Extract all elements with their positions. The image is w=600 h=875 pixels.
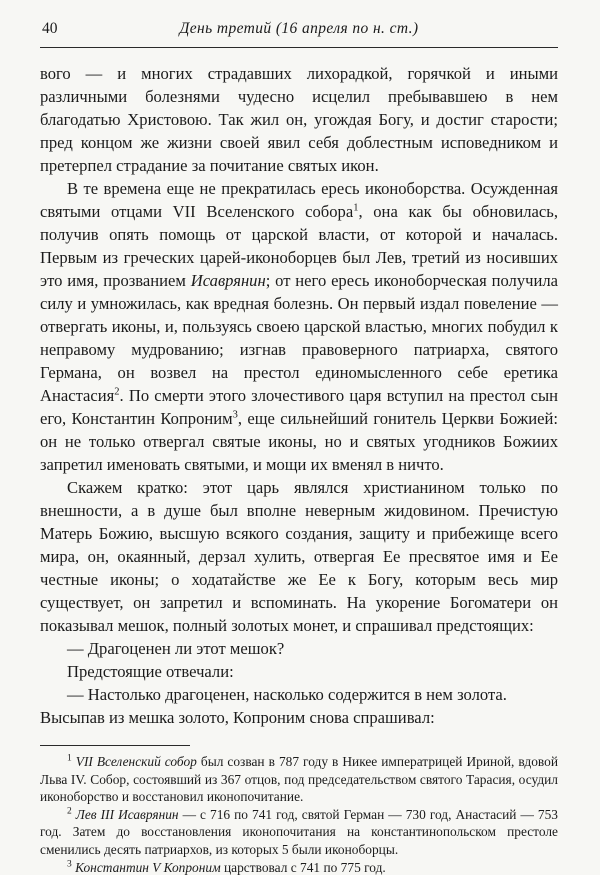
paragraph-dialogue-intro	[40, 660, 558, 683]
text-run: . По смерти этого злочестивого царя вступил на престол сын его, Константин Копроним	[40, 386, 558, 428]
footnote-term: VII Вселенский собор	[75, 754, 197, 769]
text-run: Скажем кратко: этот царь являлся христианином только по внешности, а в душе был вполне неверным жидовином. Пречистую Матерь Божию, высшую всякого создания, защиту и прибежище всего мира, он, окаянный, дерзал хулить, отвергая Ее пресвятое имя и Ее честные иконы; о ходатайстве же Ее к Богу, которым весь мир существует, он запретил и вспоминать. На укорение Богоматери он показывал мешок, полный золотых монет, и спрашивал предстоящих:	[40, 478, 558, 635]
text-run: вого — и многих страдавших лихорадкой, горячкой и иными различными болезнями чудесно исцелил пребывавшею в нем благодатью Христовою. Так жил он, угождая Богу, и достиг старости; пред концом же жизни своей явил себя доблестным исповедником и претерпел страдание за почитание святых икон.	[40, 64, 558, 175]
text-run: — Настолько драгоценен, насколько содержится в нем золота.	[67, 685, 507, 704]
text-run: , она как бы обновилась, получив опять помощь от царской власти, от которой и началась. Первым из греческих царей-иконоборцев был Лев, третий из носивших это имя, прозванием	[40, 202, 558, 290]
footnote-marker-3: 3	[67, 859, 72, 870]
page-header	[40, 20, 558, 44]
paragraph-kopronim	[40, 476, 558, 637]
paragraph-dialogue-answer	[40, 683, 558, 706]
footnote-ref-3: 3	[232, 409, 238, 421]
footnote-term: Лев III Исаврянин	[75, 806, 179, 822]
paragraph-iconoclasm	[40, 177, 558, 476]
text-run: В те времена еще не прекратилась ересь иконоборства. Осужденная святыми отцами VII Вселенского собора	[40, 179, 558, 221]
footnote-2	[40, 806, 558, 859]
footnote-text: — с 716 по 741 год, святой Герман — 730 год, Анастасий — 753 год. Затем до восстановления иконопочитания на константинопольском престоле сменились десять патриархов, из которых 5 были иконоборцы.	[40, 806, 559, 857]
text-run: Высыпав из мешка золото, Копроним снова спрашивал:	[40, 708, 435, 727]
text-run: , еще сильнейший гонитель Церкви Божией: он не только отвергал святые иконы, но и святых угодников Божиих запретил именовать святыми, и мощи их вменял в ничто.	[40, 409, 558, 474]
footnote-marker-1: 1	[67, 753, 72, 764]
footnote-3	[40, 859, 558, 875]
header-rule	[40, 47, 558, 48]
footnote-ref-2: 2	[114, 386, 120, 398]
text-run: Предстоящие отвечали:	[67, 662, 234, 681]
footnote-term: Константин V Копроним	[75, 859, 221, 875]
paragraph-continuation	[40, 62, 558, 177]
footnote-separator-rule	[40, 745, 190, 746]
italic-term: Исаврянин	[190, 271, 266, 290]
footnote-ref-1: 1	[353, 202, 359, 214]
running-title: День третий (16 апреля по н. ст.)	[179, 20, 419, 37]
footnotes	[40, 753, 558, 875]
footnote-1	[40, 753, 558, 806]
page-number: 40	[42, 20, 58, 37]
text-run: ; от него ересь иконоборческая получила силу и умножилась, как вредная болезнь. Он первый издал повеление — отвергать иконы, и, пользуясь своею царской властью, многих побудил к неправому мудрованию; изгнав правоверного патриарха, святого Германа, он возвел на престол единомысленного себе еретика Анастасия	[40, 271, 558, 405]
body-text	[40, 62, 558, 729]
paragraph-dialogue-question	[40, 637, 558, 660]
footnote-text: царствовал с 741 по 775 год.	[220, 859, 386, 875]
text-run: — Драгоценен ли этот мешок?	[67, 639, 285, 658]
footnote-text: был созван в 787 году в Никее императрицей Ириной, вдовой Льва IV. Собор, состоявший из 367 отцов, под председательством святого Тарасия, осудил иконоборство и восстановил иконопочитание.	[40, 754, 558, 805]
paragraph-dialogue-followup	[40, 706, 558, 729]
footnote-marker-2: 2	[67, 806, 72, 817]
